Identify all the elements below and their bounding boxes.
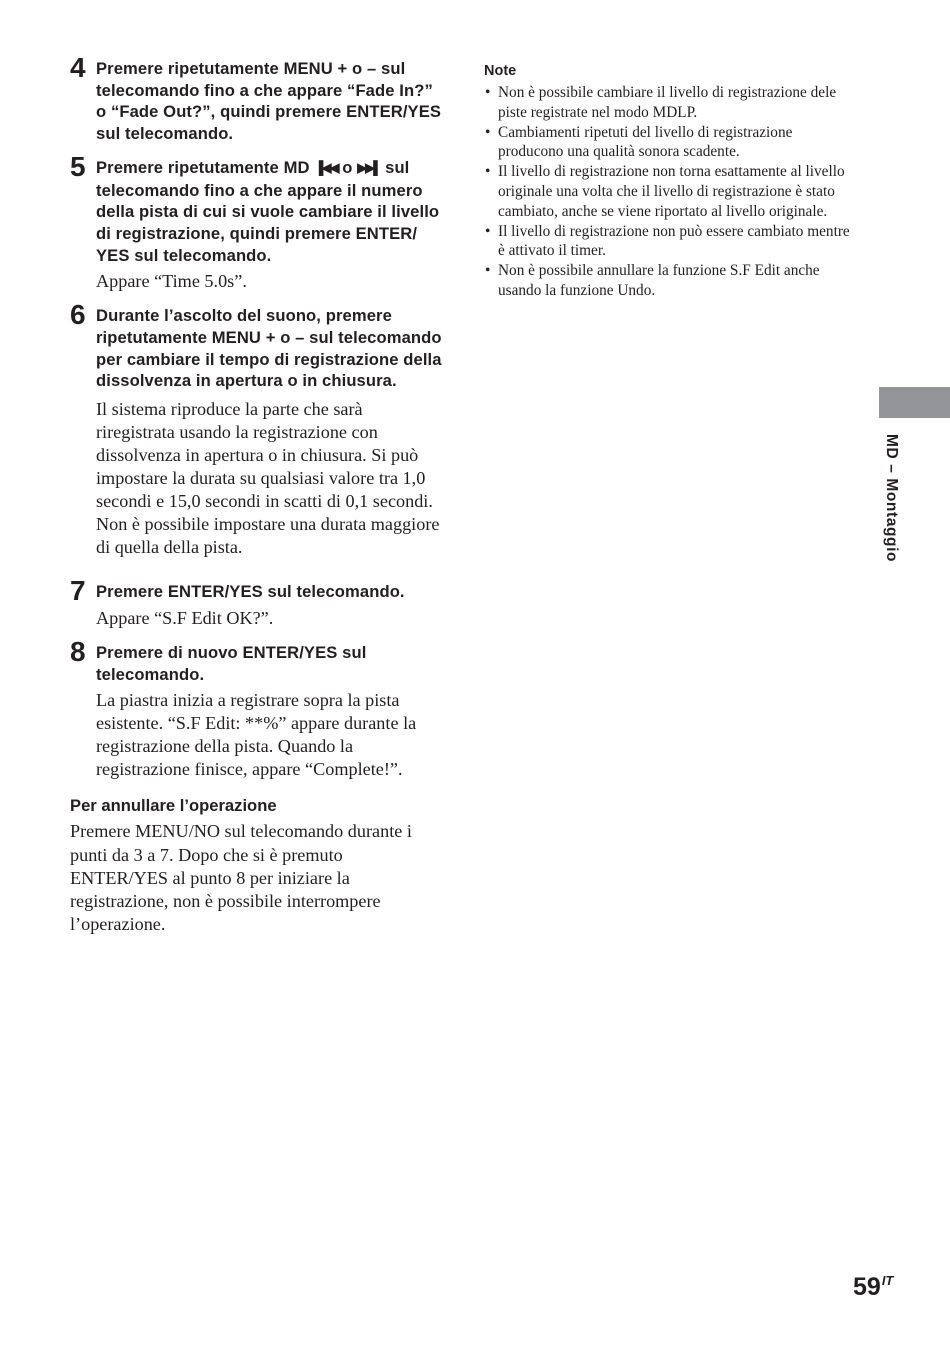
step-8	[70, 635, 445, 781]
previous-track-icon: ▐◀◀	[314, 159, 338, 175]
step-6	[70, 299, 445, 559]
step-4	[70, 52, 445, 145]
step-5	[70, 150, 445, 294]
step-body: Appare “S.F Edit OK?”.	[96, 607, 274, 628]
left-column	[70, 52, 445, 937]
next-track-icon: ▶▶▌	[357, 159, 381, 175]
step-heading: Premere ENTER/YES sul telecomando.	[96, 582, 405, 602]
note-item: • Il livello di registrazione non torna esattamente al livello originale una volta che il livello di registrazione è stato cambiato, anche se viene riportato al livello originale.	[484, 162, 854, 221]
note-item: • Cambiamenti ripetuti del livello di registrazione producono una qualità sonora scadente.	[484, 123, 854, 162]
step-heading: Premere di nuovo ENTER/YES sul telecomando.	[96, 642, 367, 684]
cancel-body: Premere MENU/NO sul telecomando durante i punti da 3 a 7. Dopo che si è premuto ENTER/YES al punto 8 per iniziare la registrazione, non è possibile interrompere l’operazione.	[70, 821, 412, 935]
step-number: 7	[70, 575, 86, 607]
page-number: $59^{IT}$	[853, 1273, 894, 1301]
step-number: 4	[70, 52, 86, 83]
notes-list	[484, 83, 854, 301]
section-tab-marker	[879, 387, 950, 418]
step-body: La piastra inizia a registrare sopra la pista esistente. “S.F Edit: **%” appare durante la registrazione della pista. Quando la registrazione finisce, appare “Complete!”.	[96, 690, 417, 780]
step-number: 5	[70, 150, 86, 182]
note-item: • Il livello di registrazione non può essere cambiato mentre è attivato il timer.	[484, 222, 854, 261]
step-body: Appare “Time 5.0s”.	[96, 271, 247, 292]
cancel-heading: Per annullare l’operazione	[70, 796, 277, 816]
step-heading: Premere ripetutamente MENU + o – sul telecomando fino a che appare “Fade In?” o “Fade Out?”, quindi premere ENTER/YES sul telecomando.	[96, 59, 442, 144]
step-heading: Durante l’ascolto del suono, premere ripetutamente MENU + o – sul telecomando per cambiare il tempo di registrazione della dissolvenza in apertura o in chiusura.	[96, 306, 442, 391]
step-number: 8	[70, 635, 86, 667]
note-item: • Non è possibile annullare la funzione S.F Edit anche usando la funzione Undo.	[484, 261, 854, 300]
step-body: Il sistema riproduce la parte che sarà riregistrata usando la registrazione con dissolvenza in apertura o in chiusura. Si può impostare la durata su qualsiasi valore tra 1,0 secondi e 15,0 secondi in scatti di 0,1 secondi. Non è possibile impostare una durata maggiore di quella della pista.	[96, 399, 440, 558]
note-item: • Non è possibile cambiare il livello di registrazione dele piste registrate nel modo MDLP.	[484, 83, 854, 122]
section-side-label: MD – Montaggio	[883, 434, 900, 563]
notes-heading: Note	[484, 63, 517, 79]
page-language-suffix: IT	[881, 1273, 894, 1288]
step-number: 6	[70, 299, 86, 331]
step-7	[70, 575, 445, 630]
right-column	[484, 62, 854, 301]
step-heading: Premere ripetutamente MD ▐◀◀ o ▶▶▌ sul telecomando fino a che appare il numero della pista di cui si vuole cambiare il livello di registrazione, quindi premere ENTER/ YES sul telecomando.	[96, 157, 440, 265]
